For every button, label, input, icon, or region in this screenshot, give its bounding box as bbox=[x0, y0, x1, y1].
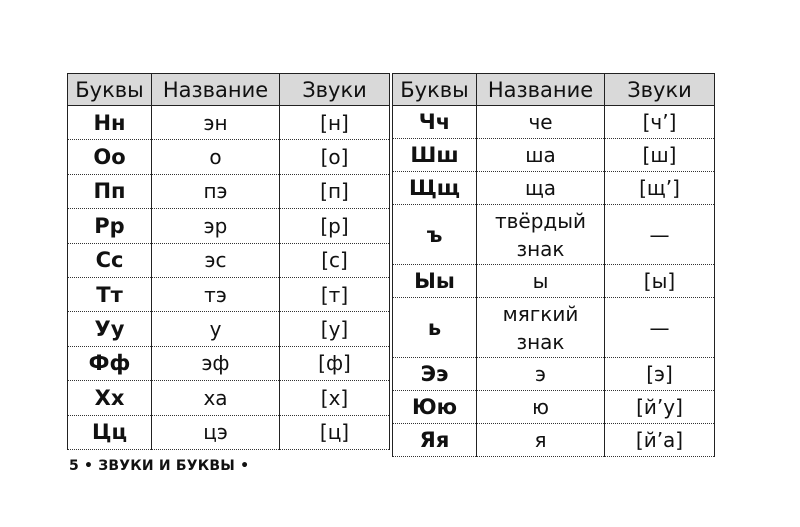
table-row bbox=[68, 381, 390, 415]
name-cell: эн bbox=[152, 106, 280, 140]
letter-cell: Фф bbox=[68, 346, 152, 380]
name-line: знак bbox=[516, 329, 565, 354]
table-row bbox=[68, 140, 390, 174]
header-letters: Буквы bbox=[393, 74, 477, 106]
name-cell: че bbox=[477, 106, 605, 139]
name-cell: ха bbox=[152, 381, 280, 415]
table-row bbox=[393, 298, 715, 358]
table-row bbox=[68, 243, 390, 277]
table-row bbox=[393, 391, 715, 424]
header-letters: Буквы bbox=[68, 74, 152, 106]
header-sounds: Звуки bbox=[280, 74, 390, 106]
sound-cell: [щ’] bbox=[605, 172, 715, 205]
letter-cell: Сс bbox=[68, 243, 152, 277]
name-cell: ща bbox=[477, 172, 605, 205]
sound-cell: [т] bbox=[280, 277, 390, 311]
letter-cell: ъ bbox=[393, 205, 477, 265]
sound-cell: [й’у] bbox=[605, 391, 715, 424]
table-row bbox=[68, 415, 390, 449]
table-row bbox=[393, 358, 715, 391]
alphabet-table-right bbox=[392, 73, 715, 457]
name-cell bbox=[477, 298, 605, 358]
table-row bbox=[393, 139, 715, 172]
name-cell: у bbox=[152, 312, 280, 346]
letter-cell: Щщ bbox=[393, 172, 477, 205]
sound-cell: [ы] bbox=[605, 265, 715, 298]
sound-cell: [ц] bbox=[280, 415, 390, 449]
table-row bbox=[393, 106, 715, 139]
sound-cell: [ч’] bbox=[605, 106, 715, 139]
section-title: ЗВУКИ И БУКВЫ bbox=[98, 458, 235, 474]
sound-cell: [ф] bbox=[280, 346, 390, 380]
letter-cell: Шш bbox=[393, 139, 477, 172]
letter-cell: Ыы bbox=[393, 265, 477, 298]
letter-cell: Цц bbox=[68, 415, 152, 449]
letter-cell: Оо bbox=[68, 140, 152, 174]
alphabet-table-left bbox=[67, 73, 390, 450]
sound-cell: [ш] bbox=[605, 139, 715, 172]
table-row bbox=[393, 172, 715, 205]
letter-cell: Чч bbox=[393, 106, 477, 139]
sound-cell: [р] bbox=[280, 209, 390, 243]
name-cell: пэ bbox=[152, 174, 280, 208]
sound-cell: [о] bbox=[280, 140, 390, 174]
sound-cell: [у] bbox=[280, 312, 390, 346]
header-name: Название bbox=[477, 74, 605, 106]
name-cell: эс bbox=[152, 243, 280, 277]
name-line: твёрдый bbox=[494, 208, 587, 233]
table-row bbox=[68, 174, 390, 208]
header-sounds: Звуки bbox=[605, 74, 715, 106]
header-name: Название bbox=[152, 74, 280, 106]
letter-cell: Нн bbox=[68, 106, 152, 140]
name-cell: ы bbox=[477, 265, 605, 298]
name-cell: эф bbox=[152, 346, 280, 380]
name-line: знак bbox=[516, 236, 565, 261]
table-row bbox=[393, 205, 715, 265]
table-row bbox=[68, 277, 390, 311]
name-cell: ю bbox=[477, 391, 605, 424]
letter-cell: Уу bbox=[68, 312, 152, 346]
letter-cell: Ээ bbox=[393, 358, 477, 391]
name-cell: тэ bbox=[152, 277, 280, 311]
name-cell: э bbox=[477, 358, 605, 391]
name-cell bbox=[477, 205, 605, 265]
name-line: мягкий bbox=[502, 301, 579, 326]
table-row bbox=[393, 265, 715, 298]
name-cell: эр bbox=[152, 209, 280, 243]
page-number: 5 bbox=[69, 458, 79, 474]
sound-cell: — bbox=[605, 298, 715, 358]
letter-cell: Тт bbox=[68, 277, 152, 311]
header-row bbox=[68, 74, 390, 106]
letter-cell: Пп bbox=[68, 174, 152, 208]
table-row bbox=[68, 106, 390, 140]
sound-cell: [х] bbox=[280, 381, 390, 415]
sound-cell: [п] bbox=[280, 174, 390, 208]
table-row bbox=[68, 346, 390, 380]
letter-cell: Хх bbox=[68, 381, 152, 415]
name-cell: я bbox=[477, 424, 605, 457]
page-footer bbox=[69, 458, 249, 474]
bullet: • bbox=[240, 458, 250, 474]
sound-cell: [с] bbox=[280, 243, 390, 277]
letter-cell: ь bbox=[393, 298, 477, 358]
table-row bbox=[68, 312, 390, 346]
letter-cell: Рр bbox=[68, 209, 152, 243]
sound-cell: — bbox=[605, 205, 715, 265]
bullet: • bbox=[84, 458, 94, 474]
name-cell: о bbox=[152, 140, 280, 174]
letter-cell: Яя bbox=[393, 424, 477, 457]
header-row bbox=[393, 74, 715, 106]
table-row bbox=[68, 209, 390, 243]
sound-cell: [н] bbox=[280, 106, 390, 140]
sound-cell: [э] bbox=[605, 358, 715, 391]
letter-cell: Юю bbox=[393, 391, 477, 424]
name-cell: цэ bbox=[152, 415, 280, 449]
name-cell: ша bbox=[477, 139, 605, 172]
sound-cell: [й’а] bbox=[605, 424, 715, 457]
table-row bbox=[393, 424, 715, 457]
